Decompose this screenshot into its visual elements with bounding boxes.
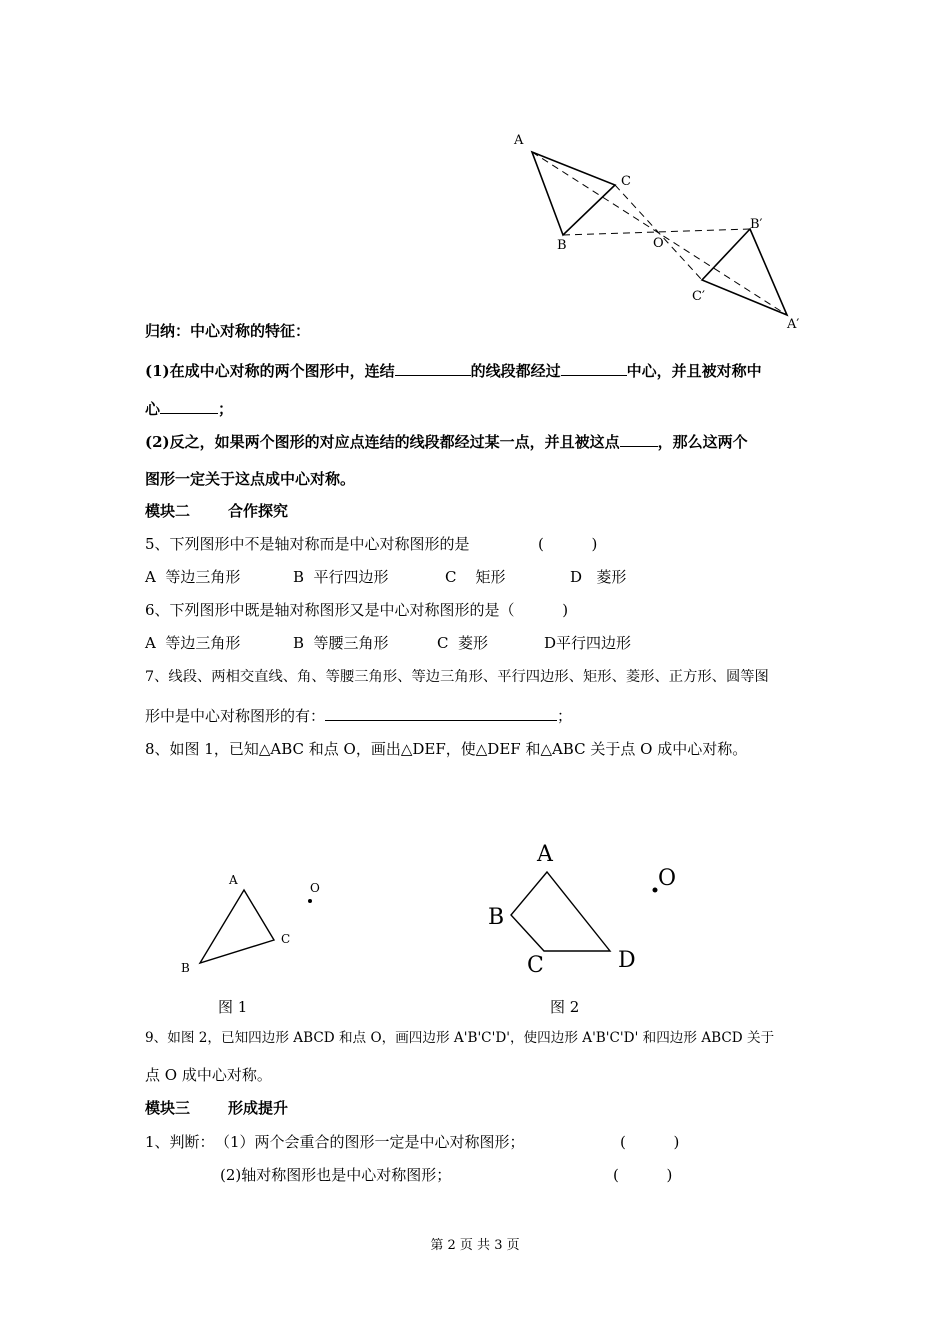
q6-option-d: D平行四边形 [544,634,632,652]
q6-option-c: C 菱形 [437,634,489,652]
fig1-caption: 图 1 [218,998,248,1016]
q5-option-d: D 菱形 [570,568,627,586]
fig2-label-o: O [658,866,677,891]
label-a: A [514,133,524,148]
label-c: C [621,174,631,189]
summary-item1-d: 心 [145,400,161,418]
summary-item2-a: (2)反之，如果两个图形的对应点连结的线段都经过某一点，并且被这点 [145,433,620,451]
fig2-point-o [653,888,658,893]
judge-label: 1、判断： [145,1133,215,1151]
judge-item-2: (2)轴对称图形也是中心对称图形； [220,1166,452,1184]
summary-item2-b: ，那么这两个 [657,433,748,451]
summary-item1-b: 的线段都经过 [470,362,561,380]
q9-line1: 9、如图 2，已知四边形 ABCD 和点 O，画四边形 A'B'C'D'，使四边形 A'B'C'D' 和四边形 ABCD 关于 [145,1030,775,1046]
module3-title: 模块三 [145,1099,191,1117]
triangle-abc-prime [702,229,787,315]
fig1-label-a: A [229,873,238,887]
blank-2[interactable] [561,361,627,376]
module3-subtitle: 形成提升 [228,1099,289,1117]
module2-title: 模块二 [145,502,191,520]
q7-line1: 7、线段、两相交直线、角、等腰三角形、等边三角形、平行四边形、矩形、菱形、正方形、圆等图 [145,669,769,685]
blank-3[interactable] [160,399,218,414]
q9-line2: 点 O 成中心对称。 [145,1066,272,1084]
fig2-quadrilateral [511,872,610,951]
figure-1 [170,865,330,980]
label-b: B [557,238,567,253]
q5-stem: 5、下列图形中不是轴对称而是中心对称图形的是 [145,535,470,553]
fig1-label-c: C [281,932,291,946]
q6-stem: 6、下列图形中既是轴对称图形又是中心对称图形的是（ ) [145,601,569,619]
label-a-prime: A′ [787,317,800,332]
fig2-label-b: B [488,905,505,930]
fig2-caption: 图 2 [550,998,580,1016]
module2-subtitle: 合作探究 [228,502,289,520]
fig1-triangle [200,890,274,963]
page-footer: 第 2 页 共 3 页 [430,1238,520,1253]
label-o: O [653,236,664,251]
blank-4[interactable] [620,432,658,447]
q5-option-b: B 平行四边形 [293,568,389,586]
q7-answer-blank[interactable] [325,706,557,721]
summary-item-1 [145,361,762,380]
fig1-point-o [308,899,312,903]
fig2-label-d: D [618,948,636,973]
q7-line2 [145,706,572,725]
q5-option-c: C 矩形 [445,568,506,586]
fig1-label-o: O [310,881,320,895]
fig2-label-c: C [527,953,544,978]
q6-option-b: B 等腰三角形 [293,634,389,652]
judge-paren-2[interactable]: ( ) [613,1166,673,1184]
summary-item1-e: ； [218,400,234,418]
summary-item1-a: (1)在成中心对称的两个图形中，连结 [145,362,395,380]
summary-item-2-cont: 图形一定关于这点成中心对称。 [145,470,356,488]
q5-option-a: A 等边三角形 [145,568,241,586]
summary-item-1-cont [145,399,233,418]
q7-line2-a: 形中是中心对称图形的有： [145,707,326,725]
label-c-prime: C′ [692,289,705,304]
q5-answer-paren[interactable]: ( ) [538,535,598,553]
figure-central-symmetry [500,125,820,335]
judge-item-1: （1）两个会重合的图形一定是中心对称图形； [215,1133,525,1151]
summary-item-2 [145,432,748,451]
summary-item1-c: 中心，并且被对称中 [626,362,762,380]
label-b-prime: B′ [750,217,763,232]
figure-2 [480,835,690,980]
judge-paren-1[interactable]: ( ) [620,1133,680,1151]
q7-line2-b: ； [557,707,573,725]
q6-option-a: A 等边三角形 [145,634,241,652]
fig2-label-a: A [537,842,553,867]
summary-heading: 归纳：中心对称的特征： [145,322,311,340]
triangle-abc [532,152,615,235]
fig1-label-b: B [181,961,190,975]
q8-text: 8、如图 1，已知△ABC 和点 O，画出△DEF，使△DEF 和△ABC 关于点 O 成中心对称。 [145,740,748,758]
blank-1[interactable] [395,361,471,376]
